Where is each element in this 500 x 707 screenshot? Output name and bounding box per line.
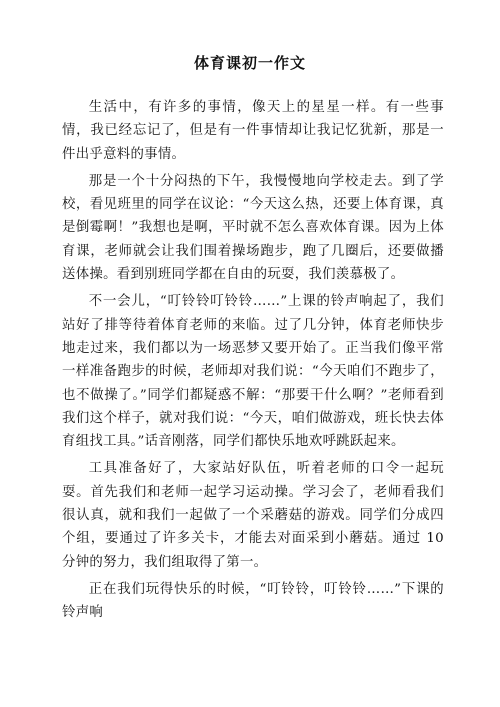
- paragraph-4: 工具准备好了，大家站好队伍，听着老师的口令一起玩耍。首先我们和老师一起学习运动操。学习会了，老师看我们很认真，就和我们一起做了一个采蘑菇的游戏。同学们分成四个组，要通过了许多关卡，才能去对面采到小蘑菇。通过 10 分钟的努力，我们组取得了第一。: [62, 461, 444, 570]
- paragraph-5: 正在我们玩得快乐的时候，“叮铃铃，叮铃铃……”下课的铃声响: [62, 581, 444, 621]
- document-body: [62, 96, 444, 629]
- document-title: 体育课初一作文: [193, 54, 306, 72]
- paragraph-3: 不一会儿，“叮铃铃叮铃铃……”上课的铃声响起了，我们站好了排等待着体育老师的来临。过了几分钟，体育老师快步地走过来，我们都以为一场恶梦又要开始了。正当我们像平常一样准备跑步的时候，老师却对我们说：“今天咱们不跑步了，也不做操了。”同学们都疑惑不解：“那要干什么啊？”老师看到我们这个样子，就对我们说：“今天，咱们做游戏，班长快去体育组找工具。”话音刚落，同学们都快乐地欢呼跳跃起来。: [62, 294, 444, 450]
- paragraph-1: 生活中，有许多的事情，像天上的星星一样。有一些事情，我已经忘记了，但是有一件事情却让我记忆犹新，那是一件出乎意料的事情。: [62, 100, 444, 162]
- paragraph-2: 那是一个十分闷热的下午，我慢慢地向学校走去。到了学校，看见班里的同学在议论：“今天这么热，还要上体育课，真是倒霉啊！”我想也是啊，平时就不怎么喜欢体育课。因为上体育课，老师就会让我们围着操场跑步，跑了几圈后，还要做播送体操。看到别班同学都在自由的玩耍，我们羡慕极了。: [62, 173, 444, 283]
